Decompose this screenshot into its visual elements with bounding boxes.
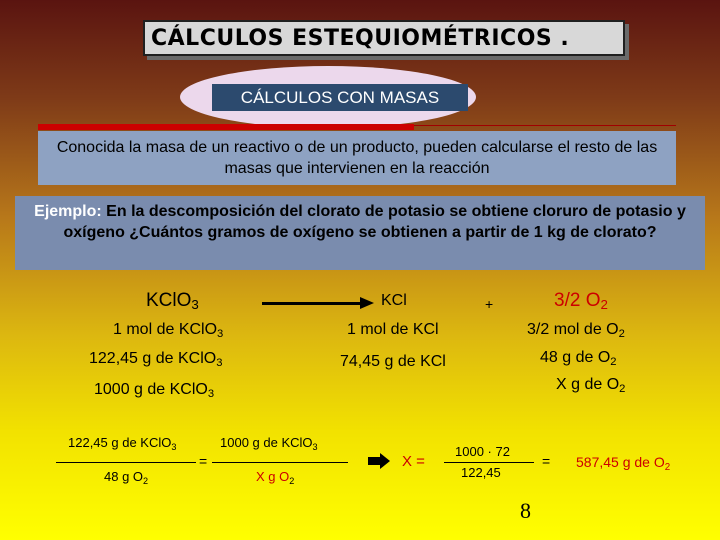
proportion-num2 — [220, 435, 318, 452]
proportion-num1 — [68, 435, 176, 452]
reaction-plus: + — [485, 296, 494, 312]
moles-product2-sub: 2 — [618, 328, 625, 340]
red-divider — [38, 124, 414, 130]
slide-title-text: CÁLCULOS ESTEQUIOMÉTRICOS . — [151, 25, 570, 51]
moles-reactant-sub: 3 — [217, 328, 224, 340]
mass-product2-base: 48 g de O — [540, 349, 611, 366]
reaction-reactant-base: KClO — [146, 290, 192, 311]
reaction-product1: KCl — [381, 292, 407, 309]
proportion-result-sub: 2 — [664, 462, 671, 473]
thin-divider — [414, 125, 676, 126]
reaction-reactant — [146, 290, 199, 312]
intro-box — [38, 131, 676, 185]
mass-product1: 74,45 g de KCl — [340, 353, 446, 370]
reaction-product2 — [554, 290, 608, 312]
proportion-num1-base: 122,45 g de KClO — [68, 435, 172, 450]
proportion-result-base: 587,45 g de O — [576, 454, 665, 470]
given-product2-base: X g de O — [556, 376, 620, 393]
moles-reactant-base: 1 mol de KClO — [113, 321, 218, 338]
moles-product2-base: 3/2 mol de O — [527, 321, 619, 338]
subtitle-text: CÁLCULOS CON MASAS — [240, 87, 440, 107]
proportion-equals: = — [199, 453, 208, 469]
implies-arrow — [368, 457, 380, 465]
slide-title — [143, 20, 625, 56]
example-text: En la descomposición del clorato de potasio se obtiene cloruro de potasio y oxígeno ¿Cuántos gramos de oxígeno se obtienen a partir de 1 kg de clorato? — [63, 203, 686, 241]
proportion-den1-sub: 2 — [143, 476, 149, 486]
example-label: Ejemplo: — [34, 203, 102, 220]
intro-text: Conocida la masa de un reactivo o de un producto, pueden calcularse el resto de las masas que intervienen en la reacción — [56, 139, 658, 177]
given-product2 — [556, 376, 625, 395]
proportion-den1-base: 48 g O — [104, 469, 144, 484]
moles-product2 — [527, 321, 625, 340]
proportion-den1 — [104, 469, 148, 486]
proportion-den2-base: X g O — [256, 469, 290, 484]
proportion-result — [576, 454, 670, 473]
fraction-bar-3 — [444, 462, 534, 463]
proportion-den3: 122,45 — [461, 465, 501, 480]
moles-product1: 1 mol de KCl — [347, 321, 439, 338]
mass-reactant-sub: 3 — [216, 357, 223, 369]
reaction-product2-base: 3/2 O — [554, 290, 601, 311]
reaction-arrow-head — [360, 297, 374, 309]
given-reactant — [94, 381, 214, 400]
proportion-den2-sub: 2 — [289, 476, 295, 486]
example-box — [15, 196, 705, 270]
mass-product2 — [540, 349, 617, 368]
proportion-num2-base: 1000 g de KClO — [220, 435, 313, 450]
mass-reactant — [89, 350, 222, 369]
reaction-arrow — [262, 302, 362, 305]
proportion-num2-sub: 3 — [312, 442, 318, 452]
given-reactant-sub: 3 — [207, 388, 215, 400]
given-product2-sub: 2 — [619, 383, 626, 395]
proportion-den2 — [256, 469, 294, 486]
implies-arrow-head — [380, 453, 390, 469]
subtitle-box — [212, 84, 468, 111]
page-number: 8 — [520, 498, 531, 523]
reaction-product2-sub: 2 — [600, 297, 608, 312]
proportion-equals2: = — [542, 453, 551, 469]
proportion-num1-sub: 3 — [171, 442, 177, 452]
moles-reactant — [113, 321, 223, 340]
given-reactant-base: 1000 g de KClO — [94, 381, 208, 398]
mass-product2-sub: 2 — [610, 356, 617, 368]
fraction-bar-1 — [56, 462, 196, 463]
mass-reactant-base: 122,45 g de KClO — [89, 350, 217, 367]
x-label-text: X = — [402, 453, 425, 470]
proportion-num3: 1000 · 72 — [455, 444, 510, 459]
reaction-reactant-sub: 3 — [191, 297, 199, 312]
fraction-bar-2 — [212, 462, 348, 463]
x-label — [402, 453, 425, 470]
